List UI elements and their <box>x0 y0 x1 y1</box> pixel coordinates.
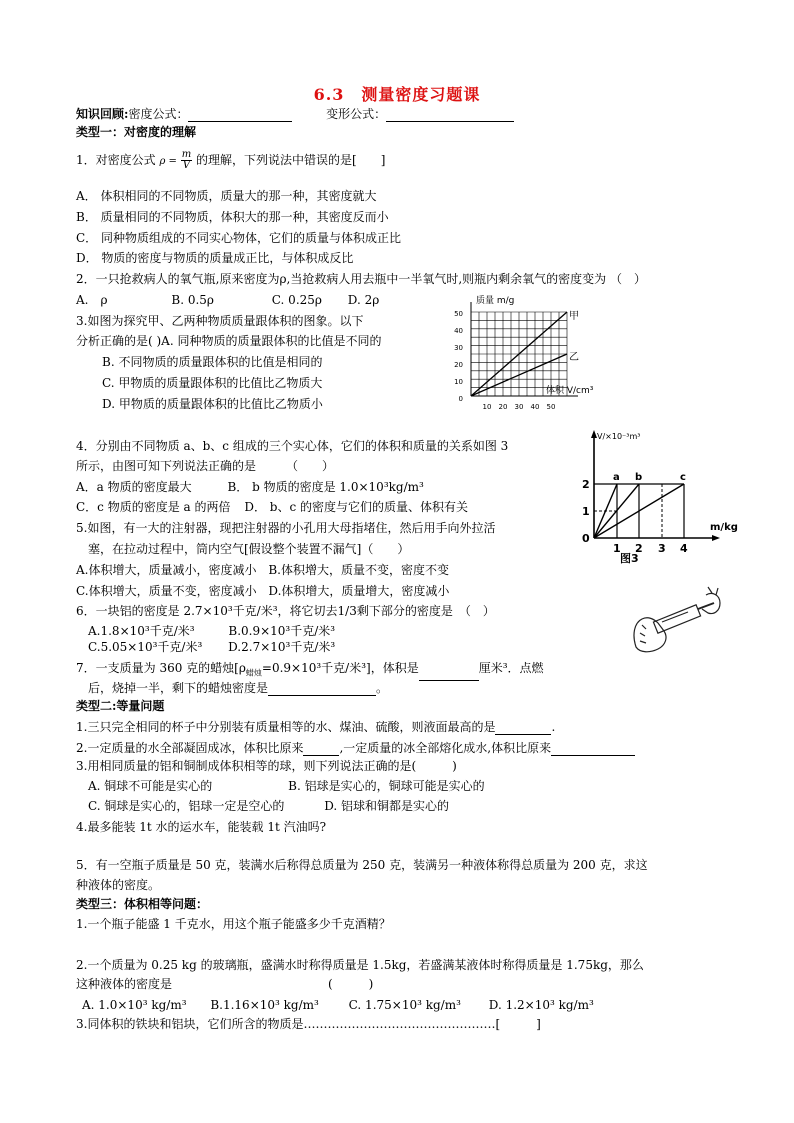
graph2-ytick: 2 <box>582 478 590 491</box>
q1-rho: ρ = <box>159 156 177 167</box>
q4-options-ab <box>76 479 424 495</box>
q7-stem-line2 <box>88 680 388 696</box>
q7-end: 。 <box>376 681 389 695</box>
point-c-label: c <box>680 472 686 483</box>
q6-option-a: A.1.8×10³千克/米³ <box>88 624 195 638</box>
q3-stem-line2: 分析正确的是( )A. 同种物质的质量跟体积的比值是不同的 <box>76 334 382 348</box>
graph1-xlabel: 体积 V/cm³ <box>546 386 594 396</box>
graph1-xtick: 20 <box>498 403 508 411</box>
review-line <box>76 106 514 122</box>
q4-options-cd <box>76 499 468 515</box>
q5-option-d: D.体积增大，质量增大，密度减小 <box>268 584 450 598</box>
hand-left <box>634 618 666 652</box>
q7-density-blank[interactable] <box>268 682 376 696</box>
q5-option-a: A.体积增大，质量减小，密度减小 <box>76 563 257 577</box>
series-jia-label: 甲 <box>569 311 579 322</box>
q6-option-b: B.0.9×10³千克/米³ <box>228 624 336 638</box>
t2-q1-text: 1.三只完全相同的杯子中分别装有质量相等的水、煤油、硫酸，则液面最高的是 <box>76 720 496 734</box>
q2-option-d: D. 2ρ <box>347 293 380 307</box>
point-a-label: a <box>613 472 620 483</box>
q5-option-c: C.体积增大，质量不变，密度减小 <box>76 584 257 598</box>
t2-q1-end: . <box>551 720 556 734</box>
t2-q4: 4.最多能装 1t 水的运水车，能装载 1t 汽油吗? <box>76 820 327 834</box>
q4-stem-line2: 所示，由图可知下列说法正确的是 （ ） <box>76 459 335 473</box>
q1-stem <box>76 150 385 171</box>
graph2-origin: 0 <box>582 532 590 545</box>
graph1-ylabel: 质量 m/g <box>476 296 515 306</box>
q3-option-d: D. 甲物质的质量跟体积的比值比乙物质小 <box>102 397 323 411</box>
q7-part3: 厘米³．点燃 <box>478 661 544 675</box>
q1-option-c: C． 同种物质组成的不同实心物体，它们的质量与体积成正比 <box>76 231 401 245</box>
q5-options-cd <box>76 583 449 599</box>
q7-sub: 蜡烛 <box>245 668 262 678</box>
t2-q2-blank2[interactable] <box>551 742 635 756</box>
t3-q2-option-b: B.1.16×10³ kg/m³ <box>210 998 319 1012</box>
t3-q2-option-d: D. 1.2×10³ kg/m³ <box>488 998 594 1012</box>
t2-q3-option-c: C. 铜球是实心的，铝球一定是空心的 <box>88 799 285 813</box>
t2-q3-options-ab <box>88 778 485 794</box>
q1-option-d: D． 物质的密度与物质的质量成正比，与体积成反比 <box>76 251 354 265</box>
graph2-xtick: 4 <box>680 542 688 555</box>
graph2-xlabel: m/kg <box>710 522 738 533</box>
t3-q2-options <box>82 997 594 1013</box>
graph1-xtick: 10 <box>482 403 492 411</box>
q6-options-ab <box>88 623 335 639</box>
q7-part2: =0.9×10³千克/米³]，体积是 <box>261 661 419 675</box>
q4-option-d: D． b、c 的密度与它们的质量、体积有关 <box>244 500 468 514</box>
t3-q2-line2: 这种液体的密度是 ( ) <box>76 977 374 991</box>
t2-q2 <box>76 740 635 756</box>
graph2-ylabel: V/×10⁻³m³ <box>597 432 641 441</box>
t2-q1-blank[interactable] <box>495 721 551 735</box>
graph1-xtick: 40 <box>530 403 540 411</box>
q5-option-b: B.体积增大，质量不变，密度不变 <box>268 563 449 577</box>
t2-q3-option-b: B. 铝球是实心的，铜球可能是实心的 <box>288 779 485 793</box>
graph1-ytick: 30 <box>454 344 463 352</box>
type3-heading: 类型三：体积相等问题： <box>76 897 209 911</box>
t2-q2-blank1[interactable] <box>303 742 339 756</box>
formula-blank[interactable] <box>188 108 292 122</box>
q6-stem: 6．一块铝的密度是 2.7×10³千克/米³，将它切去1/3剩下部分的密度是 （ ） <box>76 604 495 618</box>
q3-option-c: C. 甲物质的质量跟体积的比值比乙物质大 <box>102 376 323 390</box>
q5-stem-line2: 塞，在拉动过程中，筒内空气[假设整个装置不漏气]（ ） <box>88 542 410 556</box>
formula-label: 密度公式： <box>128 107 189 121</box>
page-title: 6.3 测量密度习题课 <box>313 85 481 104</box>
graph1-ytick: 10 <box>454 378 463 386</box>
t2-q3-options-cd <box>88 798 449 814</box>
q7-line2: 后，烧掉一半，剩下的蜡烛密度是 <box>88 681 269 695</box>
q5-options-ab <box>76 562 449 578</box>
q1-fraction <box>181 150 192 171</box>
line-a <box>594 484 617 538</box>
variant-label: 变形公式： <box>326 107 387 121</box>
mass-volume-graph <box>450 290 600 415</box>
q2-option-a: A. ρ <box>76 293 108 307</box>
graph1-ytick: 50 <box>454 310 463 318</box>
series-yi-label: 乙 <box>569 352 579 363</box>
type2-heading: 类型二:等量问题 <box>76 699 165 713</box>
t3-q2-option-a: A. 1.0×10³ kg/m³ <box>82 998 187 1012</box>
t2-q2-part1: 2.一定质量的水全部凝固成冰，体积比原来 <box>76 741 304 755</box>
t3-q2-line1: 2.一个质量为 0.25 kg 的玻璃瓶，盛满水时称得质量是 1.5kg，若盛满某液体时称得质量是 1.75kg，那么 <box>76 958 644 972</box>
graph2-ytick: 1 <box>582 505 590 518</box>
q1-option-b: B． 质量相同的不同物质，体积大的那一种，其密度反而小 <box>76 210 389 224</box>
t3-q3: 3.同体积的铁块和铝块，它们所含的物质是…………………………………………[ ] <box>76 1017 541 1031</box>
graph1-ytick: 20 <box>454 361 463 369</box>
q7-stem-line1 <box>76 660 544 681</box>
type1-heading: 类型一：对密度的理解 <box>76 125 197 139</box>
graph1-ytick: 40 <box>454 327 463 335</box>
t3-q2-option-c: C. 1.75×10³ kg/m³ <box>348 998 461 1012</box>
t3-q1: 1.一个瓶子能盛 1 千克水，用这个瓶子能盛多少千克酒精？ <box>76 917 391 931</box>
q3-option-b: B. 不同物质的质量跟体积的比值是相同的 <box>102 355 323 369</box>
graph2-caption: 图3 <box>620 552 639 565</box>
t2-q5-line1: 5．有一空瓶子质量是 50 克，装满水后称得总质量为 250 克，装满另一种液体称得总质量为 200 克，求这 <box>76 858 648 872</box>
volume-mass-graph <box>570 428 750 566</box>
graph1-xtick: 50 <box>546 403 556 411</box>
q5-stem-line1: 5.如图，有一大的注射器，现把注射器的小孔用大母指堵住，然后用手向外拉活 <box>76 521 496 535</box>
q7-part1: 7．一支质量为 360 克的蜡烛[ρ <box>76 661 246 675</box>
graph2-xtick: 2 <box>635 542 643 555</box>
review-label: 知识回顾: <box>76 107 129 121</box>
q2-options <box>76 292 379 308</box>
q1-frac-den: V <box>182 160 191 171</box>
q7-volume-blank[interactable] <box>419 667 479 681</box>
q1-option-a: A． 体积相同的不同物质，质量大的那一种，其密度就大 <box>76 189 377 203</box>
variant-blank[interactable] <box>386 108 514 122</box>
q1-frac-num: m <box>181 149 192 160</box>
t2-q2-part2: ,一定质量的冰全部熔化成水,体积比原来 <box>339 741 552 755</box>
q2-stem: 2．一只抢救病人的氧气瓶,原来密度为ρ,当抢救病人用去瓶中一半氧气时,则瓶内剩余氧气的密度变为 （ ） <box>76 272 646 286</box>
q4-option-a: A．a 物质的密度最大 <box>76 480 192 494</box>
syringe-illustration <box>628 585 724 657</box>
graph1-origin: 0 <box>458 395 463 403</box>
q1-prefix: 1．对密度公式 <box>76 153 156 167</box>
q6-option-c: C.5.05×10³千克/米³ <box>88 640 203 654</box>
t2-q5-line2: 种液体的密度。 <box>76 878 161 892</box>
q6-option-d: D.2.7×10³千克/米³ <box>228 640 336 654</box>
t2-q3-option-d: D. 铝球和铜都是实心的 <box>324 799 450 813</box>
q1-suffix: 的理解，下列说法中错误的是[ ] <box>196 153 386 167</box>
q6-options-cd <box>88 639 335 655</box>
graph2-xtick: 3 <box>658 542 666 555</box>
q3-stem-line1: 3.如图为探究甲、乙两种物质质量跟体积的图象。以下 <box>76 314 364 328</box>
q4-stem-line1: 4．分别由不同物质 a、b、c 组成的三个实心体，它们的体积和质量的关系如图 3 <box>76 439 509 453</box>
t2-q1 <box>76 719 555 735</box>
t2-q3-option-a: A. 铜球不可能是实心的 <box>88 779 213 793</box>
q4-option-b: B． b 物质的密度是 1.0×10³kg/m³ <box>227 480 424 494</box>
q2-option-b: B. 0.5ρ <box>171 293 214 307</box>
point-b-label: b <box>635 472 643 483</box>
graph1-xtick: 30 <box>514 403 524 411</box>
t2-q3-stem: 3.用相同质量的铝和铜制成体积相等的球，则下列说法正确的是( ) <box>76 759 457 773</box>
q4-option-c: C．c 物质的密度是 a 的两倍 <box>76 500 231 514</box>
graph2-xtick: 1 <box>613 542 621 555</box>
q2-option-c: C. 0.25ρ <box>271 293 322 307</box>
